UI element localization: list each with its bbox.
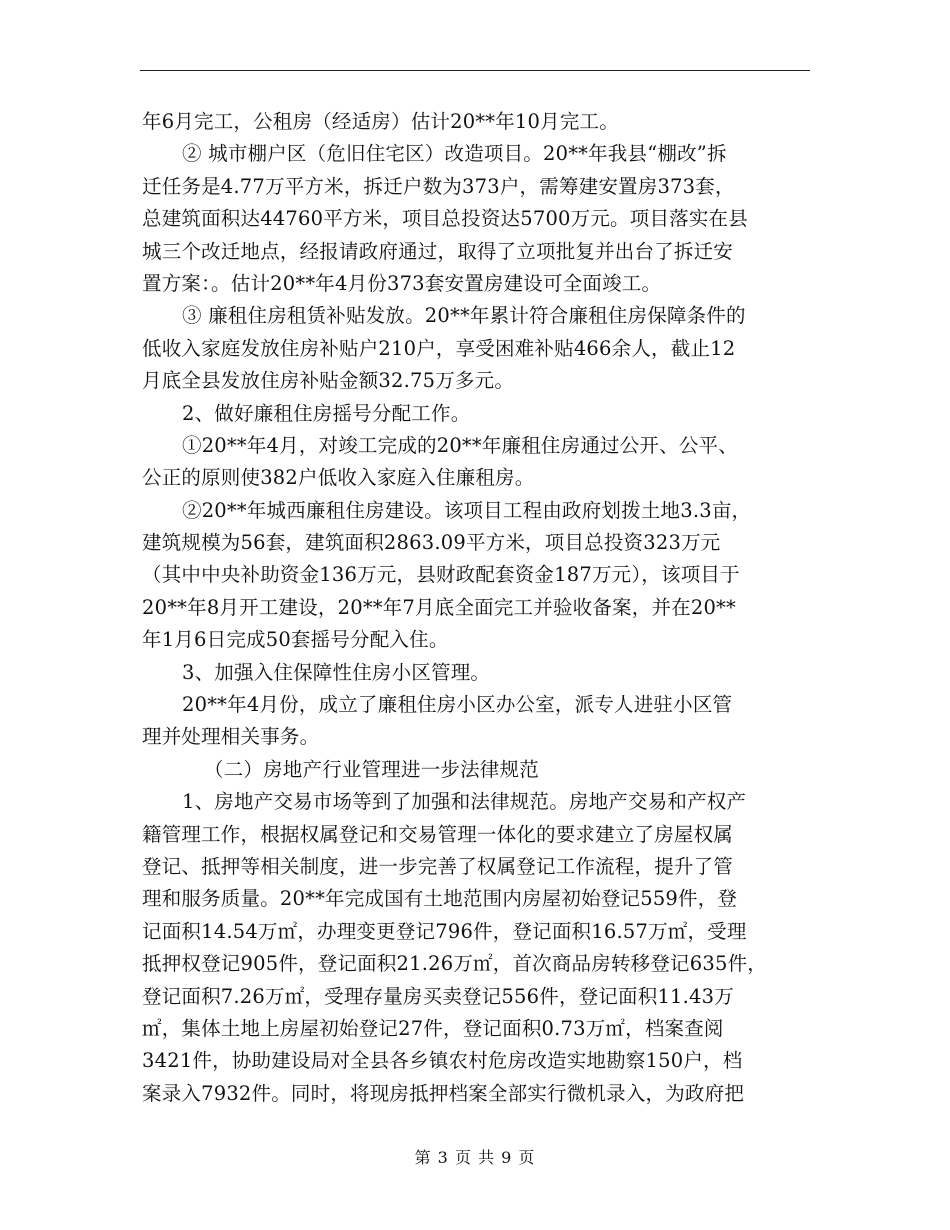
paragraph-line: 20**年8月开工建设，20**年7月底全面完工并验收备案，并在20** — [142, 595, 736, 619]
paragraph-line: ①20**年4月，对竣工完成的20**年廉租住房通过公开、公平、 — [182, 433, 738, 457]
paragraph-line: （其中中央补助资金136万元，县财政配套资金187万元），该项目于 — [142, 563, 740, 587]
paragraph-line: 案录入7932件。同时，将现房抵押档案全部实行微机录入，为政府把 — [142, 1081, 745, 1105]
paragraph-line: ②20**年城西廉租住房建设。该项目工程由政府划拨土地3.3亩， — [182, 498, 752, 522]
paragraph-line: 理并处理相关事务。 — [142, 725, 320, 749]
paragraph-line: 登记面积7.26万㎡，受理存量房买卖登记556件，登记面积11.43万 — [142, 984, 734, 1008]
paragraph-line: 置方案：。估计20**年4月份373套安置房建设可全面竣工。 — [142, 271, 662, 295]
paragraph-line: 记面积14.54万㎡，办理变更登记796件，登记面积16.57万㎡，受理 — [142, 919, 747, 943]
section-heading: （二）房地产行业管理进一步法律规范 — [204, 757, 539, 781]
paragraph-line: 登记、抵押等相关制度，进一步完善了权属登记工作流程，提升了管 — [142, 854, 734, 878]
page-number: 第 3 页 共 9 页 — [414, 1148, 536, 1167]
paragraph-line: 理和服务质量。20**年完成国有土地范围内房屋初始登记559件，登 — [142, 887, 738, 911]
paragraph-line: ② 城市棚户区（危旧住宅区）改造项目。20**年我县“棚改”拆 — [182, 142, 727, 166]
paragraph-line: 年1月6日完成50套摇号分配入住。 — [142, 628, 449, 652]
header-rule — [140, 70, 810, 71]
paragraph-line: 城三个改迁地点，经报请政府通过，取得了立项批复并出台了拆迁安 — [142, 239, 734, 263]
paragraph-line: ㎡，集体土地上房屋初始登记27件，登记面积0.73万㎡，档案查阅 — [142, 1016, 724, 1040]
paragraph-line: 20**年4月份，成立了廉租住房小区办公室，派专人进驻小区管 — [182, 693, 733, 717]
paragraph-line: 1、房地产交易市场等到了加强和法律规范。房地产交易和产权产 — [182, 790, 747, 814]
paragraph-line: 年6月完工，公租房（经适房）估计20**年10月完工。 — [142, 110, 619, 133]
section-heading: 2、做好廉租住房摇号分配工作。 — [182, 401, 471, 425]
section-heading: 3、加强入住保障性住房小区管理。 — [182, 660, 491, 684]
paragraph-line: 建筑规模为56套，建筑面积2863.09平方米，项目总投资323万元 — [142, 531, 721, 555]
paragraph-line: 低收入家庭发放住房补贴户210户，享受困难补贴466余人，截止12 — [142, 336, 736, 360]
paragraph-line: 月底全县发放住房补贴金额32.75万多元。 — [142, 369, 515, 393]
paragraph-line: 总建筑面积达44760平方米，项目总投资达5700万元。项目落实在县 — [142, 207, 748, 231]
paragraph-line: 抵押权登记905件，登记面积21.26万㎡，首次商品房转移登记635件， — [142, 952, 767, 976]
paragraph-line: 3421件，协助建设局对全县各乡镇农村危房改造实地勘察150户，档 — [142, 1049, 743, 1073]
paragraph-line: 迁任务是4.77万平方米，拆迁户数为373户，需筹建安置房373套， — [142, 174, 735, 198]
paragraph-line: 籍管理工作，根据权属登记和交易管理一体化的要求建立了房屋权属 — [142, 822, 734, 846]
paragraph-line: 公正的原则使382户低收入家庭入住廉租房。 — [142, 466, 535, 490]
document-body — [142, 106, 822, 1110]
paragraph-line: ③ 廉租住房租赁补贴发放。20**年累计符合廉租住房保障条件的 — [182, 304, 746, 328]
